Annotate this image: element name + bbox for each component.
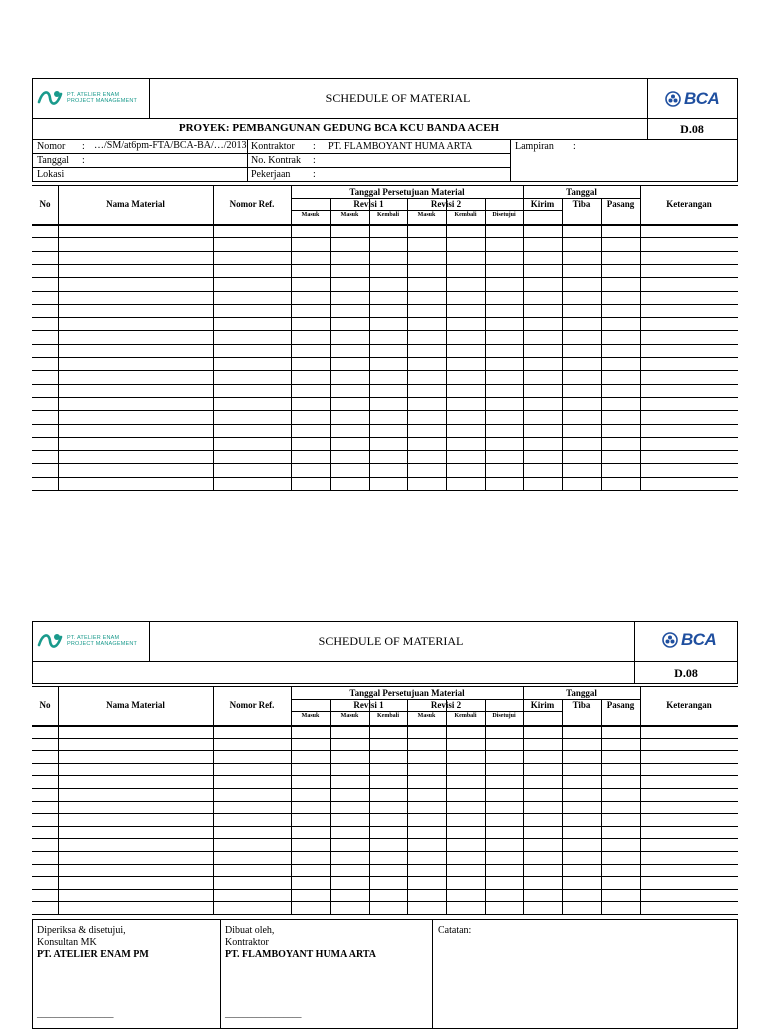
sign-contractor-line1: Dibuat oleh, <box>225 925 275 936</box>
col-kirim: Kirim <box>530 700 555 710</box>
table-row <box>32 357 738 358</box>
bca-logo-icon <box>665 91 681 107</box>
table-row <box>32 304 738 305</box>
table-row <box>32 750 738 751</box>
nomor-label: Nomor <box>37 141 66 152</box>
table-row <box>32 437 738 438</box>
table-row <box>32 889 738 890</box>
sign-contractor-company: PT. FLAMBOYANT HUMA ARTA <box>225 949 376 960</box>
col-tiba: Tiba <box>572 700 591 710</box>
table-row <box>32 490 738 491</box>
col-disetujui: Disetujui <box>492 713 516 719</box>
kontrak-label: No. Kontrak <box>251 155 301 166</box>
logo-line1: PT. ATELIER ENAM <box>67 634 120 641</box>
col-nomor-ref: Nomor Ref. <box>229 700 275 710</box>
table-row <box>32 264 738 265</box>
table-row <box>32 251 738 252</box>
col-revisi-1-masuk: Masuk <box>340 713 359 719</box>
table-row <box>32 851 738 852</box>
pekerjaan-label: Pekerjaan <box>251 169 291 180</box>
atelier-enam-logo-icon <box>37 88 63 108</box>
table-row <box>32 838 738 839</box>
table-row <box>32 317 738 318</box>
sign-consultant-line2: Konsultan MK <box>37 937 97 948</box>
col-revisi-2-kembali: Kembali <box>454 212 477 218</box>
sign-contractor-line: _________________ <box>225 1009 302 1019</box>
col-no: No <box>39 700 51 710</box>
col-tanggal: Tanggal <box>566 688 597 698</box>
col-nama-material: Nama Material <box>106 199 165 209</box>
signature-block <box>32 919 738 1029</box>
bca-logo <box>662 630 716 650</box>
table-row <box>32 291 738 292</box>
table-row <box>32 450 738 451</box>
sheet2-doc-code: D.08 <box>674 666 698 680</box>
sign-consultant-line: _________________ <box>37 1009 114 1019</box>
table-row <box>32 763 738 764</box>
bca-logo <box>665 89 719 109</box>
sign-contractor-line2: Kontraktor <box>225 937 269 948</box>
table-row <box>32 738 738 739</box>
table-row <box>32 277 738 278</box>
col-revisi-1: Revisi 1 <box>353 199 384 209</box>
col-tanggal-persetujuan: Tanggal Persetujuan Material <box>349 688 465 698</box>
col-revisi-1: Revisi 1 <box>353 700 384 710</box>
col-pasang: Pasang <box>606 199 635 209</box>
tanggal-label: Tanggal <box>37 155 70 166</box>
table-row <box>32 801 738 802</box>
table-row <box>32 914 738 915</box>
col-masuk: Masuk <box>301 212 320 218</box>
bca-logo-icon <box>662 632 678 648</box>
table-row <box>32 463 738 464</box>
table-row <box>32 410 738 411</box>
col-tanggal-persetujuan: Tanggal Persetujuan Material <box>349 187 465 197</box>
bca-logo-text: BCA <box>684 89 720 108</box>
table-row <box>32 901 738 902</box>
sign-consultant-company: PT. ATELIER ENAM PM <box>37 949 149 960</box>
col-revisi-2: Revisi 2 <box>430 199 462 209</box>
col-revisi-1-masuk: Masuk <box>340 212 359 218</box>
col-revisi-2-kembali: Kembali <box>454 713 477 719</box>
col-nama-material: Nama Material <box>106 700 165 710</box>
logo-line1: PT. ATELIER ENAM <box>67 91 120 98</box>
col-nomor-ref: Nomor Ref. <box>229 199 275 209</box>
lokasi-label: Lokasi <box>37 169 65 180</box>
col-disetujui: Disetujui <box>492 212 516 218</box>
atelier-enam-logo-icon <box>37 631 63 651</box>
logo-line2: PROJECT MANAGEMENT <box>67 641 138 647</box>
col-pasang: Pasang <box>606 700 635 710</box>
atelier-enam-logo <box>37 88 137 108</box>
table-row <box>32 397 738 398</box>
bca-logo-text: BCA <box>681 630 717 649</box>
table-row <box>32 864 738 865</box>
project-name: PROYEK: PEMBANGUNAN GEDUNG BCA KCU BANDA ACEH <box>178 122 500 134</box>
table-row <box>32 384 738 385</box>
lampiran-label: Lampiran <box>515 141 554 152</box>
col-keterangan: Keterangan <box>666 199 712 209</box>
table-row <box>32 424 738 425</box>
col-masuk: Masuk <box>301 713 320 719</box>
col-tiba: Tiba <box>572 199 591 209</box>
logo-line2: PROJECT MANAGEMENT <box>67 98 138 104</box>
col-revisi-2: Revisi 2 <box>430 700 462 710</box>
col-revisi-1-kembali: Kembali <box>377 713 399 719</box>
sheet1-title: SCHEDULE OF MATERIAL <box>325 91 471 105</box>
sign-consultant-line1: Diperiksa & disetujui, <box>37 925 126 936</box>
kontraktor-value: PT. FLAMBOYANT HUMA ARTA <box>328 141 473 152</box>
nomor-value: …/SM/at6pm-FTA/BCA-BA/…/2013 <box>94 140 247 151</box>
col-revisi-2-masuk: Masuk <box>417 212 436 218</box>
col-revisi-1-kembali: Kembali <box>377 212 399 218</box>
sheet1-doc-code: D.08 <box>680 122 704 136</box>
catatan-label: Catatan: <box>438 925 472 936</box>
table-row <box>32 370 738 371</box>
table-row <box>32 775 738 776</box>
table-row <box>32 344 738 345</box>
table-row <box>32 813 738 814</box>
table-row <box>32 477 738 478</box>
atelier-enam-logo <box>37 631 137 651</box>
kontraktor-label: Kontraktor <box>251 141 295 152</box>
col-revisi-2-masuk: Masuk <box>417 713 436 719</box>
table-row <box>32 876 738 877</box>
col-no: No <box>39 199 51 209</box>
table-row <box>32 330 738 331</box>
table-row <box>32 237 738 238</box>
col-keterangan: Keterangan <box>666 700 712 710</box>
sheet2-title: SCHEDULE OF MATERIAL <box>318 634 464 648</box>
sheet2-code-row <box>32 661 738 684</box>
table-row <box>32 788 738 789</box>
table-row <box>32 826 738 827</box>
col-tanggal: Tanggal <box>566 187 597 197</box>
col-kirim: Kirim <box>530 199 555 209</box>
